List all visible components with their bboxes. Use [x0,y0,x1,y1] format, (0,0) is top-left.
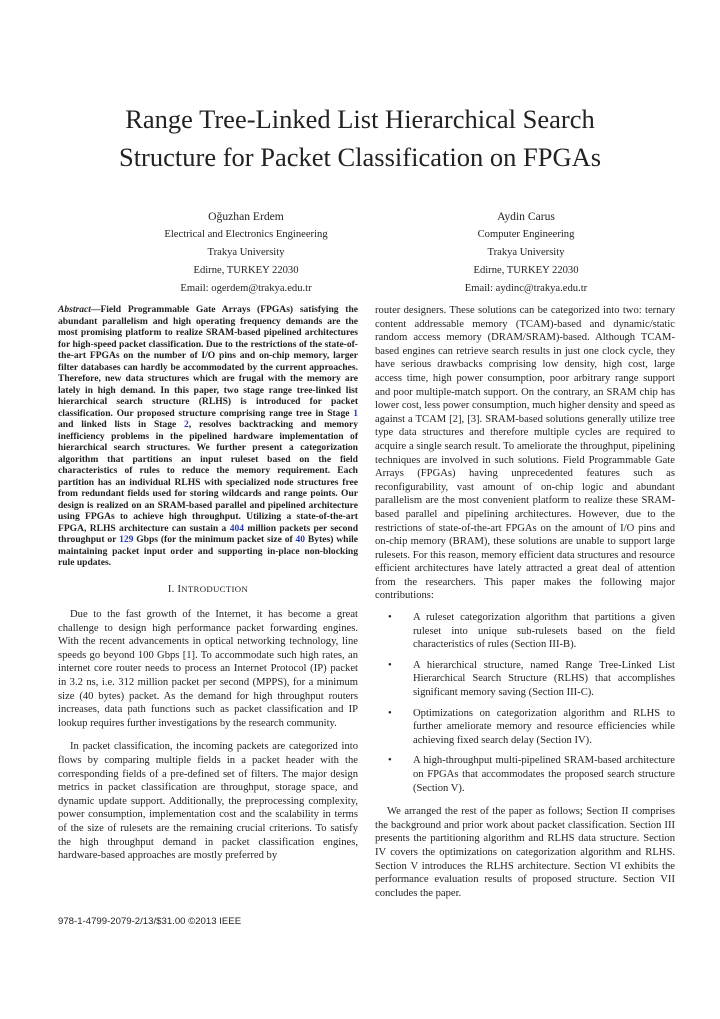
list-item-text: Optimizations on categorization algorithm and RLHS to further ameliorate memory and resource efficiencies while achieving fixed search delay (Section IV). [413,707,675,746]
list-item [375,707,675,748]
paper-title [60,100,660,176]
intro-paragraph-3: router designers. These solutions can be categorized into two: ternary content addressable memory (TCAM)-based and dynamic/static random access memory (DRAM/SRAM)-based. Although TCAM-based engines can retrieve search results in just one clock cycle, they have serious drawbacks comprising low density, high cost, large access time, high power consumption, poor arbitrary range support and poor multiple-match support. On the contrary, an SRAM chip has lower cost, less power consumption, much higher density and speed as against a TCAM [2], [3]. SRAM-based solutions generally utilize tree type data structures and therefore multiple cycles are required to acquire a single search result. To ameliorate the throughput, pipelining techniques are involved in such solutions. Field Programmable Gate Arrays (FPGAs) having unprecedented features such as reconfigurability, vast amount of on-chip logic and abundant parallelism are the most convenient platform to realize these SRAM-based parallel and pipelining architectures. However, due to the restrictions of state-of-the-art FPGAs on the amount of I/O pins and on-chip memory (BRAM), these solutions are unable to support large rulesets. For this reason, memory efficient data structures and resource efficient architectures have lately attracted a great deal of attention from the researchers. This paper makes the following major contributions: [375,305,675,602]
abstract-text-4: million packets per second throughput or [58,522,359,545]
abstract-dash: — [90,304,101,315]
abstract-text-5: Gbps (for the minimum packet size of [133,534,296,545]
author-name: Aydin Carus [497,210,555,223]
author-department: Electrical and Electronics Engineering [164,229,328,240]
abstract-label: Abstract [58,304,91,315]
list-item-text: A high-throughput multi-pipelined SRAM-based architecture on FPGAs that accommodates the proposed search structure (Section V). [413,755,675,794]
abstract-text-6: Bytes) while maintaining packet input order and supporting in-place non-blocking rule updates. [58,534,358,568]
bullet-icon: • [388,612,392,624]
abstract-number: 404 [229,522,245,534]
list-item [375,611,675,652]
author-block-2 [406,208,646,298]
bullet-icon: • [388,659,392,671]
author-university: Trakya University [207,247,285,258]
intro-paragraph-2: In packet classification, the incoming packets are categorized into flows by comparing multiple fields in a packet header with the corresponding fields of a pre-defined set of filters. The major design metrics in packet classification are throughput, storage space, and dynamic update support. Additionally, the preprocessing complexity, power consumption, implementation cost and the scalability in terms of the size of rulesets are the remaining crucial criterions. To satisfy the high throughput demand in packet classification engines, hardware-based approaches are mostly preferred by [58,741,358,862]
contributions-list [375,611,675,795]
section-heading-introduction [58,583,358,597]
title-line-1: Range Tree-Linked List Hierarchical Search [125,104,595,134]
abstract-text-3: , resolves backtracking and memory inefficiency problems in the pipelined hardware implementation of hierarchical search structures. We further present a categorization algorithm that partitions an input ruleset based on the field characteristics of rules to reduce the memory requirement. Each partition has an individual RLHS with specialized node structures free from redundant fields used for storing wildcards and range points. Our design is realized on an SRAM-based parallel and pipelined architecture using FPGAs to achieve high throughput. Utilizing a state-of-the-art FPGA, RLHS architecture can sustain a [58,419,358,534]
section-title-initial: I [177,583,182,595]
intro-paragraph-4: We arranged the rest of the paper as follows; Section II comprises the background and prior work about packet classification. Section III presents the partitioning algorithm and RLHS data structure. Section IV covers the optimizations on categorization algorithm and RLHS. Section V introduces the RLHS architecture. Section VI exhibits the performance evaluation results of proposed structure. Section VII concludes the paper. [375,806,675,899]
abstract-number: 129 [119,534,134,545]
abstract-text-1: Field Programmable Gate Arrays (FPGAs) satisfying the abundant parallelism and high operating frequency demands are the most promising platform to realize SRAM-based pipelined architectures for high-speed packet classification. Due to the restrictions of the state-of-the-art FPGAs on the number of I/O pins and on-chip memory, larger filter databases can hardly be accommodated by the current approaches. Therefore, new data structures which are frugal with the memory are lately in high demand. In this paper, two stage range tree-linked list hierarchical search structure (RLHS) is introduced for packet classification. Our proposed structure comprising range tree in Stage [58,304,358,419]
author-email: Email: aydinc@trakya.edu.tr [464,283,588,294]
author-city: Edirne, TURKEY 22030 [193,265,299,276]
copyright-footer: 978-1-4799-2079-2/13/$31.00 ©2013 IEEE [58,916,242,927]
bullet-icon: • [388,707,392,719]
author-block-1 [126,208,366,298]
intro-paragraph-1: Due to the fast growth of the Internet, it has become a great challenge to design high performance packet forwarding engines. With the recent advancements in optical networking technology, line speeds go beyond 100 Gbps [1]. To accommodate such high rates, an internet core router needs to process an Internet Protocol (IP) packet in 3.2 ns, i.e. 312 million packet per second (MPPS), for a minimum size (40 bytes) packet. As the demand for high throughput routers increases, data path functions such as packet classification and IP lookup requires further investigations by the research community. [58,609,358,729]
abstract [58,304,358,569]
left-column [58,304,358,863]
right-column [375,304,675,900]
list-item-text: A hierarchical structure, named Range Tree-Linked List Hierarchical Search Structure (RLHS) that accomplishes significant memory saving (Section III-C). [413,659,675,699]
bullet-icon: • [388,755,392,767]
author-email: Email: ogerdem@trakya.edu.tr [180,283,312,294]
section-title-rest: NTRODUCTION [181,583,249,594]
list-item-text: A ruleset categorization algorithm that partitions a given ruleset into unique sub-rulesets based on the field characteristics of rules (Section III-B). [413,612,675,651]
author-name: Oğuzhan Erdem [208,210,284,223]
abstract-text-2: and linked lists in Stage [58,419,185,430]
author-department: Computer Engineering [477,229,575,240]
abstract-number: 1 [353,407,358,419]
author-city: Edirne, TURKEY 22030 [473,265,579,276]
list-item [375,659,675,700]
abstract-number: 2 [184,419,189,430]
section-number: I. [167,583,178,595]
abstract-number: 40 [295,534,306,545]
author-university: Trakya University [487,247,565,258]
list-item [375,754,675,795]
title-line-2: Structure for Packet Classification on FPGAs [118,142,602,172]
